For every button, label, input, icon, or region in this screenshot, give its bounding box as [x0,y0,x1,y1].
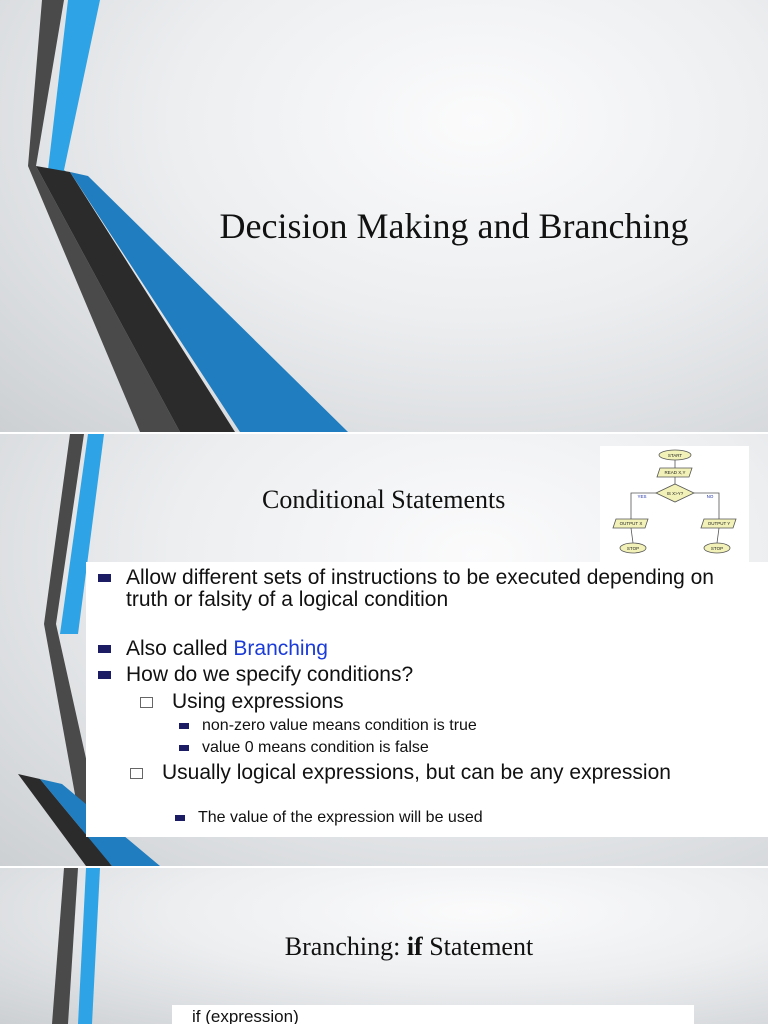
sub-bullet-text: Using expressions [172,690,344,713]
bullet-text: Also called [126,637,234,660]
flowchart-image [600,446,749,563]
flow-stop-left: STOP [626,546,640,551]
flow-read: READ X,Y [664,470,686,475]
code-line: if (expression) [192,1007,299,1024]
sub-sub-bullet-text: non-zero value means condition is true [202,717,477,734]
sub-bullet-item [172,691,762,713]
sub-sub-bullet-item [202,717,477,735]
sub-bullet-item [162,762,762,784]
slide-title: Conditional Statements [262,485,506,514]
flow-start: START [667,453,683,458]
bullet-text: How do we specify conditions? [126,663,414,686]
flow-yes: YES [637,494,647,499]
flow-decision: IS X>Y? [666,491,684,496]
sub-bullet-text: Usually logical expressions, but can be any expression [162,761,671,784]
sub-sub-bullet-text: The value of the expression will be used [198,809,483,826]
bullet-accent-text: Branching [233,637,328,660]
bullet-item [126,567,756,611]
sub-sub-bullet-item [202,739,429,757]
slide-title: Decision Making and Branching [219,206,689,246]
flow-stop-right: STOP [710,546,724,551]
bullet-text: Allow different sets of instructions to be executed depending on truth or falsity of a logical condition [126,566,714,611]
flow-output-x: OUTPUT X [619,521,643,526]
keyword-if: if [406,932,423,961]
flow-no: NO [706,494,714,499]
bullet-item [126,638,756,660]
code-box [172,1005,694,1024]
sub-sub-bullet-text: value 0 means condition is false [202,739,429,756]
bullet-item [126,664,756,686]
slide-1 [0,0,768,432]
flow-output-y: OUTPUT Y [707,521,731,526]
slide-title: Branching: if Statement [284,932,534,961]
sub-sub-bullet-item [198,809,483,827]
bullet-content-box [86,562,768,837]
